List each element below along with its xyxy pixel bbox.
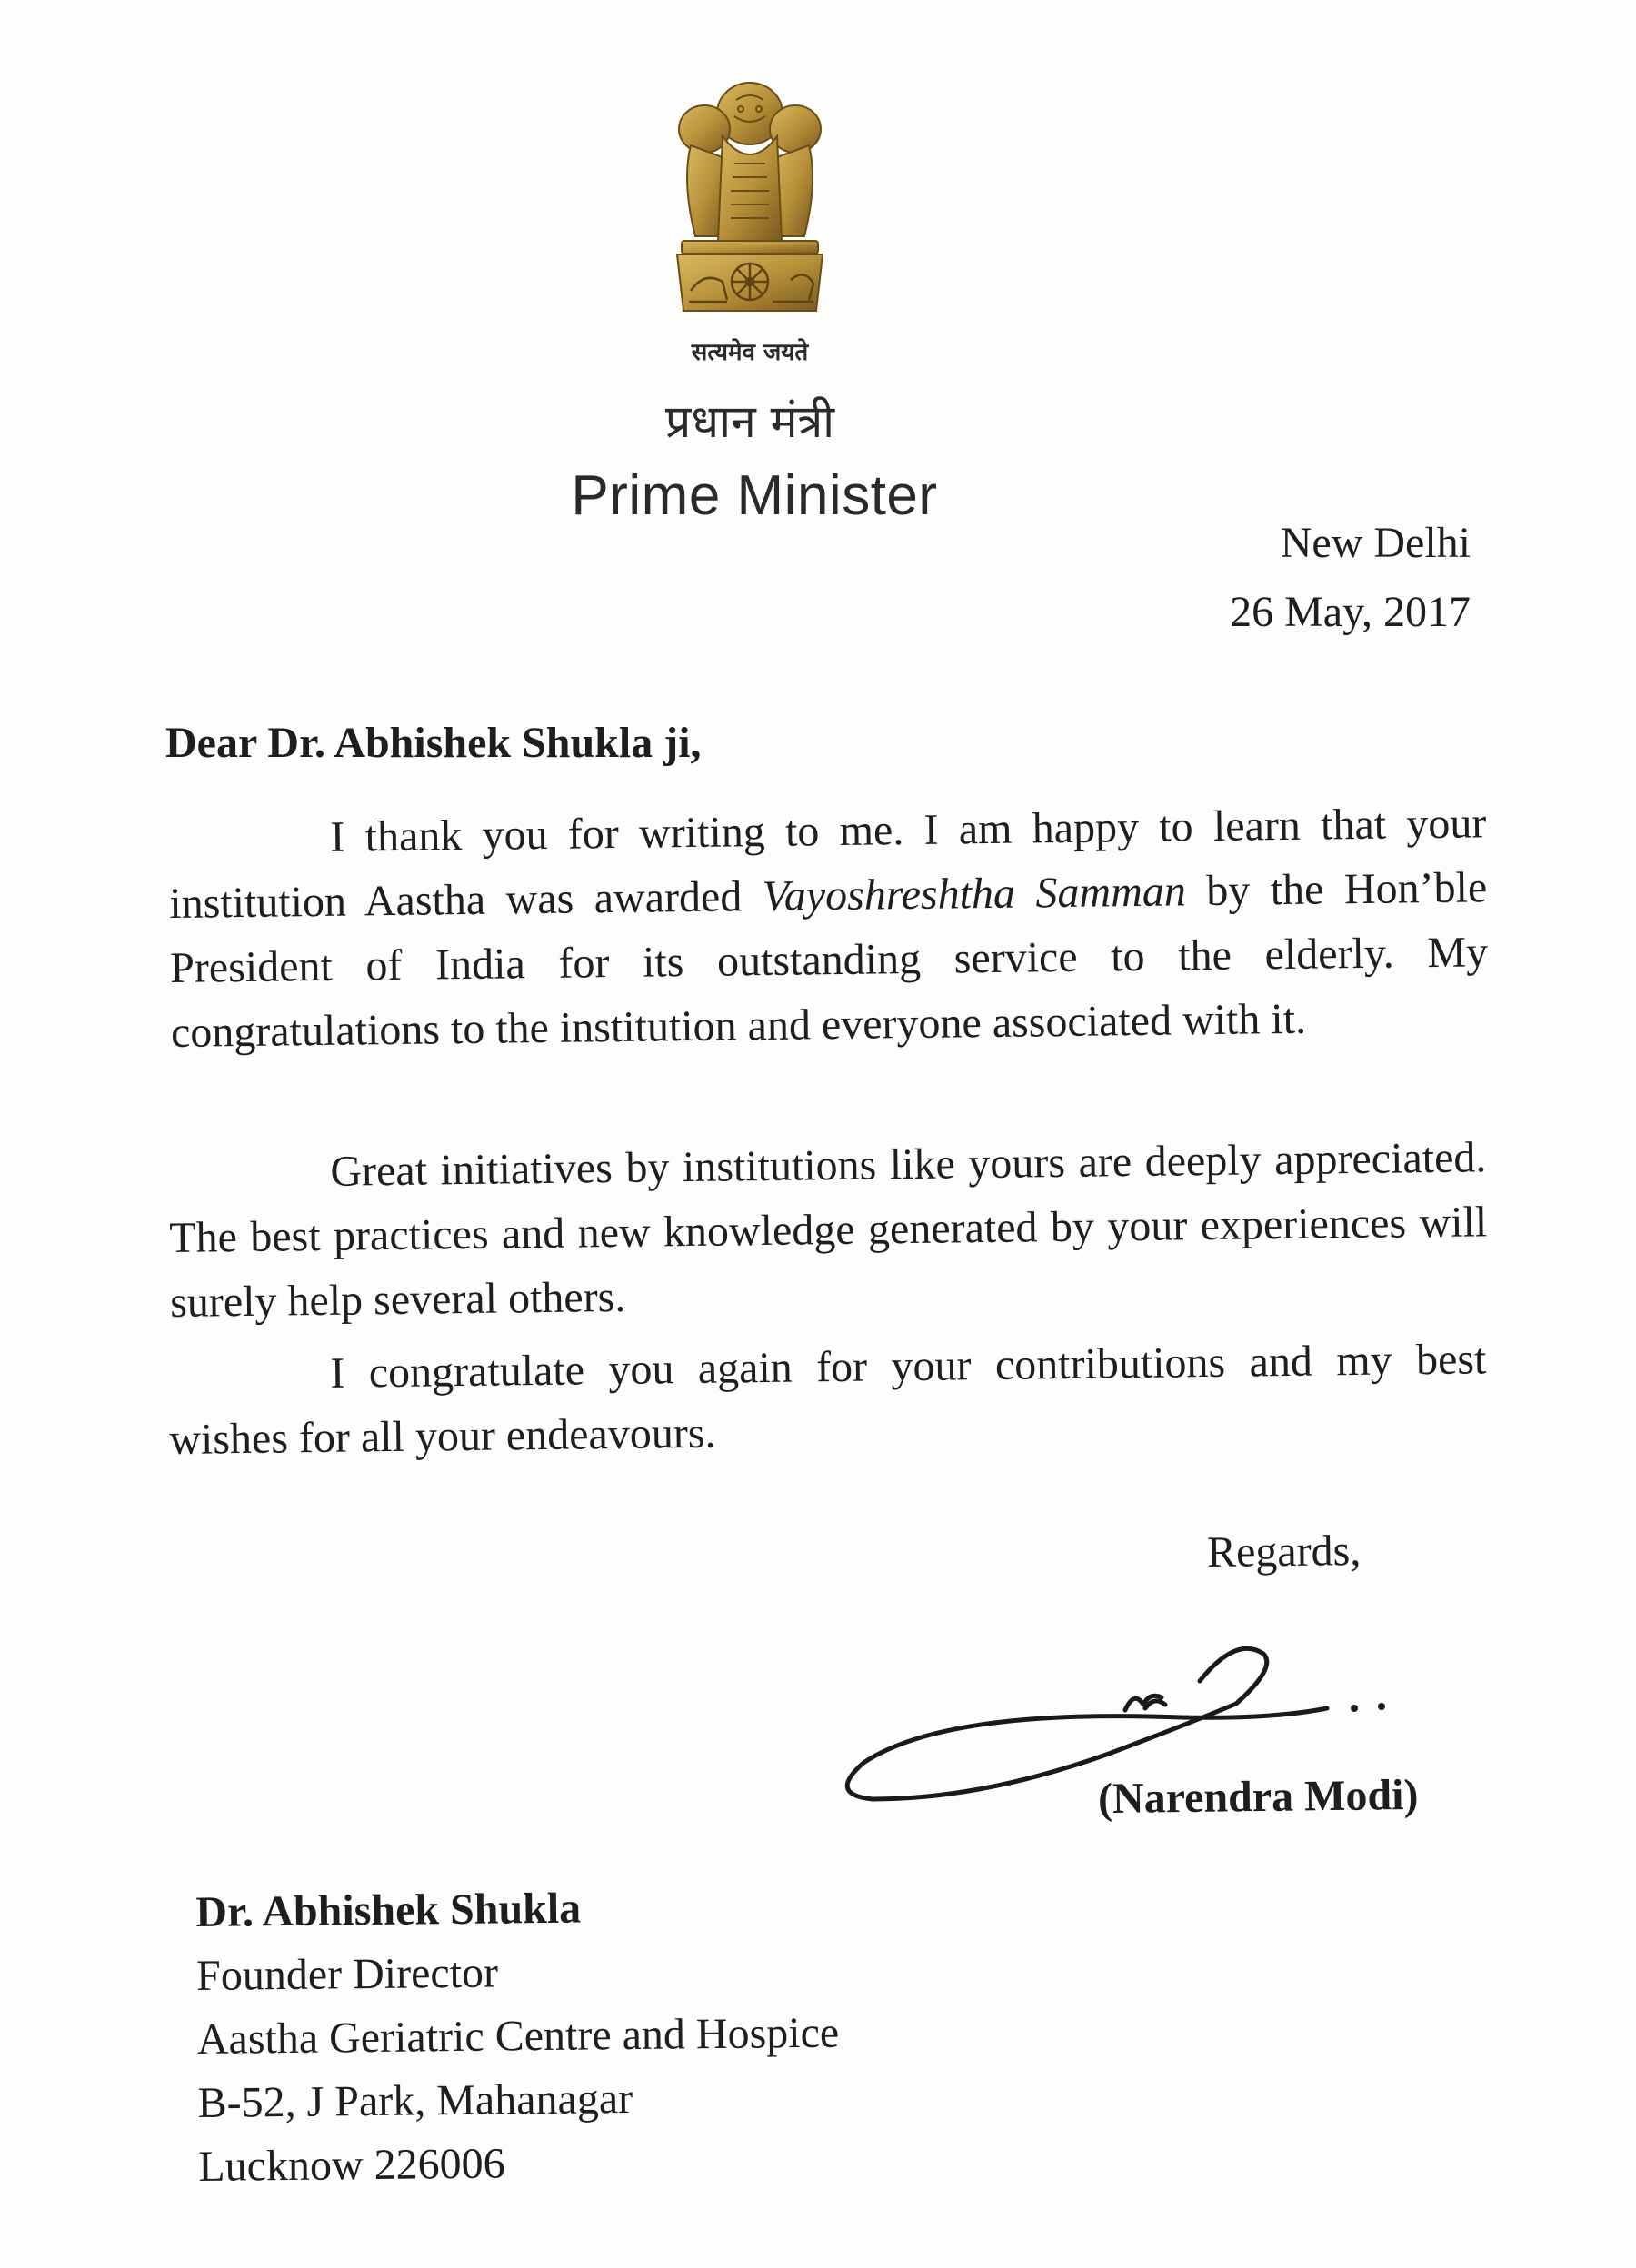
recipient-address-block [195,1875,841,2199]
paragraph-1-text-start: I thank you for writing to me. I am happy to learn that your institution Aastha was awarded [168,799,1487,928]
recipient-address-line-2: Lucknow 226006 [198,2139,505,2191]
letter-place: New Delhi [1280,519,1471,567]
award-name: Vayoshreshtha Samman [762,867,1187,921]
office-title-english: Prime Minister [571,464,938,527]
closing: Regards, [1206,1526,1362,1577]
salutation: Dear Dr. Abhishek Shukla ji, [165,719,702,767]
national-motto: सत्यमेव जयते [691,339,809,366]
national-emblem-icon [654,73,845,345]
recipient-title: Founder Director [195,1948,499,2000]
letter-paragraph-1 [168,791,1489,1065]
signer-name: (Narendra Modi) [1097,1770,1419,1824]
recipient-name: Dr. Abhishek Shukla [195,1884,582,1936]
letter-paragraph-2: Great initiatives by institutions like yours are deeply appreciated. The best practices and new knowledge generated by your experiences will surely help several others. [168,1133,1488,1327]
office-title-hindi: प्रधान मंत्री [664,395,835,448]
letter-paragraph-3: I congratulate you again for your contributions and my best wishes for all your endeavours. [168,1335,1487,1464]
recipient-organization: Aastha Geriatric Centre and Hospice [196,2008,840,2064]
recipient-address-line-1: B-52, J Park, Mahanagar [197,2074,633,2127]
letter-date: 26 May, 2017 [1230,588,1471,636]
paragraph-1-text-end: by the Hon’ble President of India for its outstanding service to the elderly. My congratulations to the institution and everyone associated with it. [169,863,1489,1057]
